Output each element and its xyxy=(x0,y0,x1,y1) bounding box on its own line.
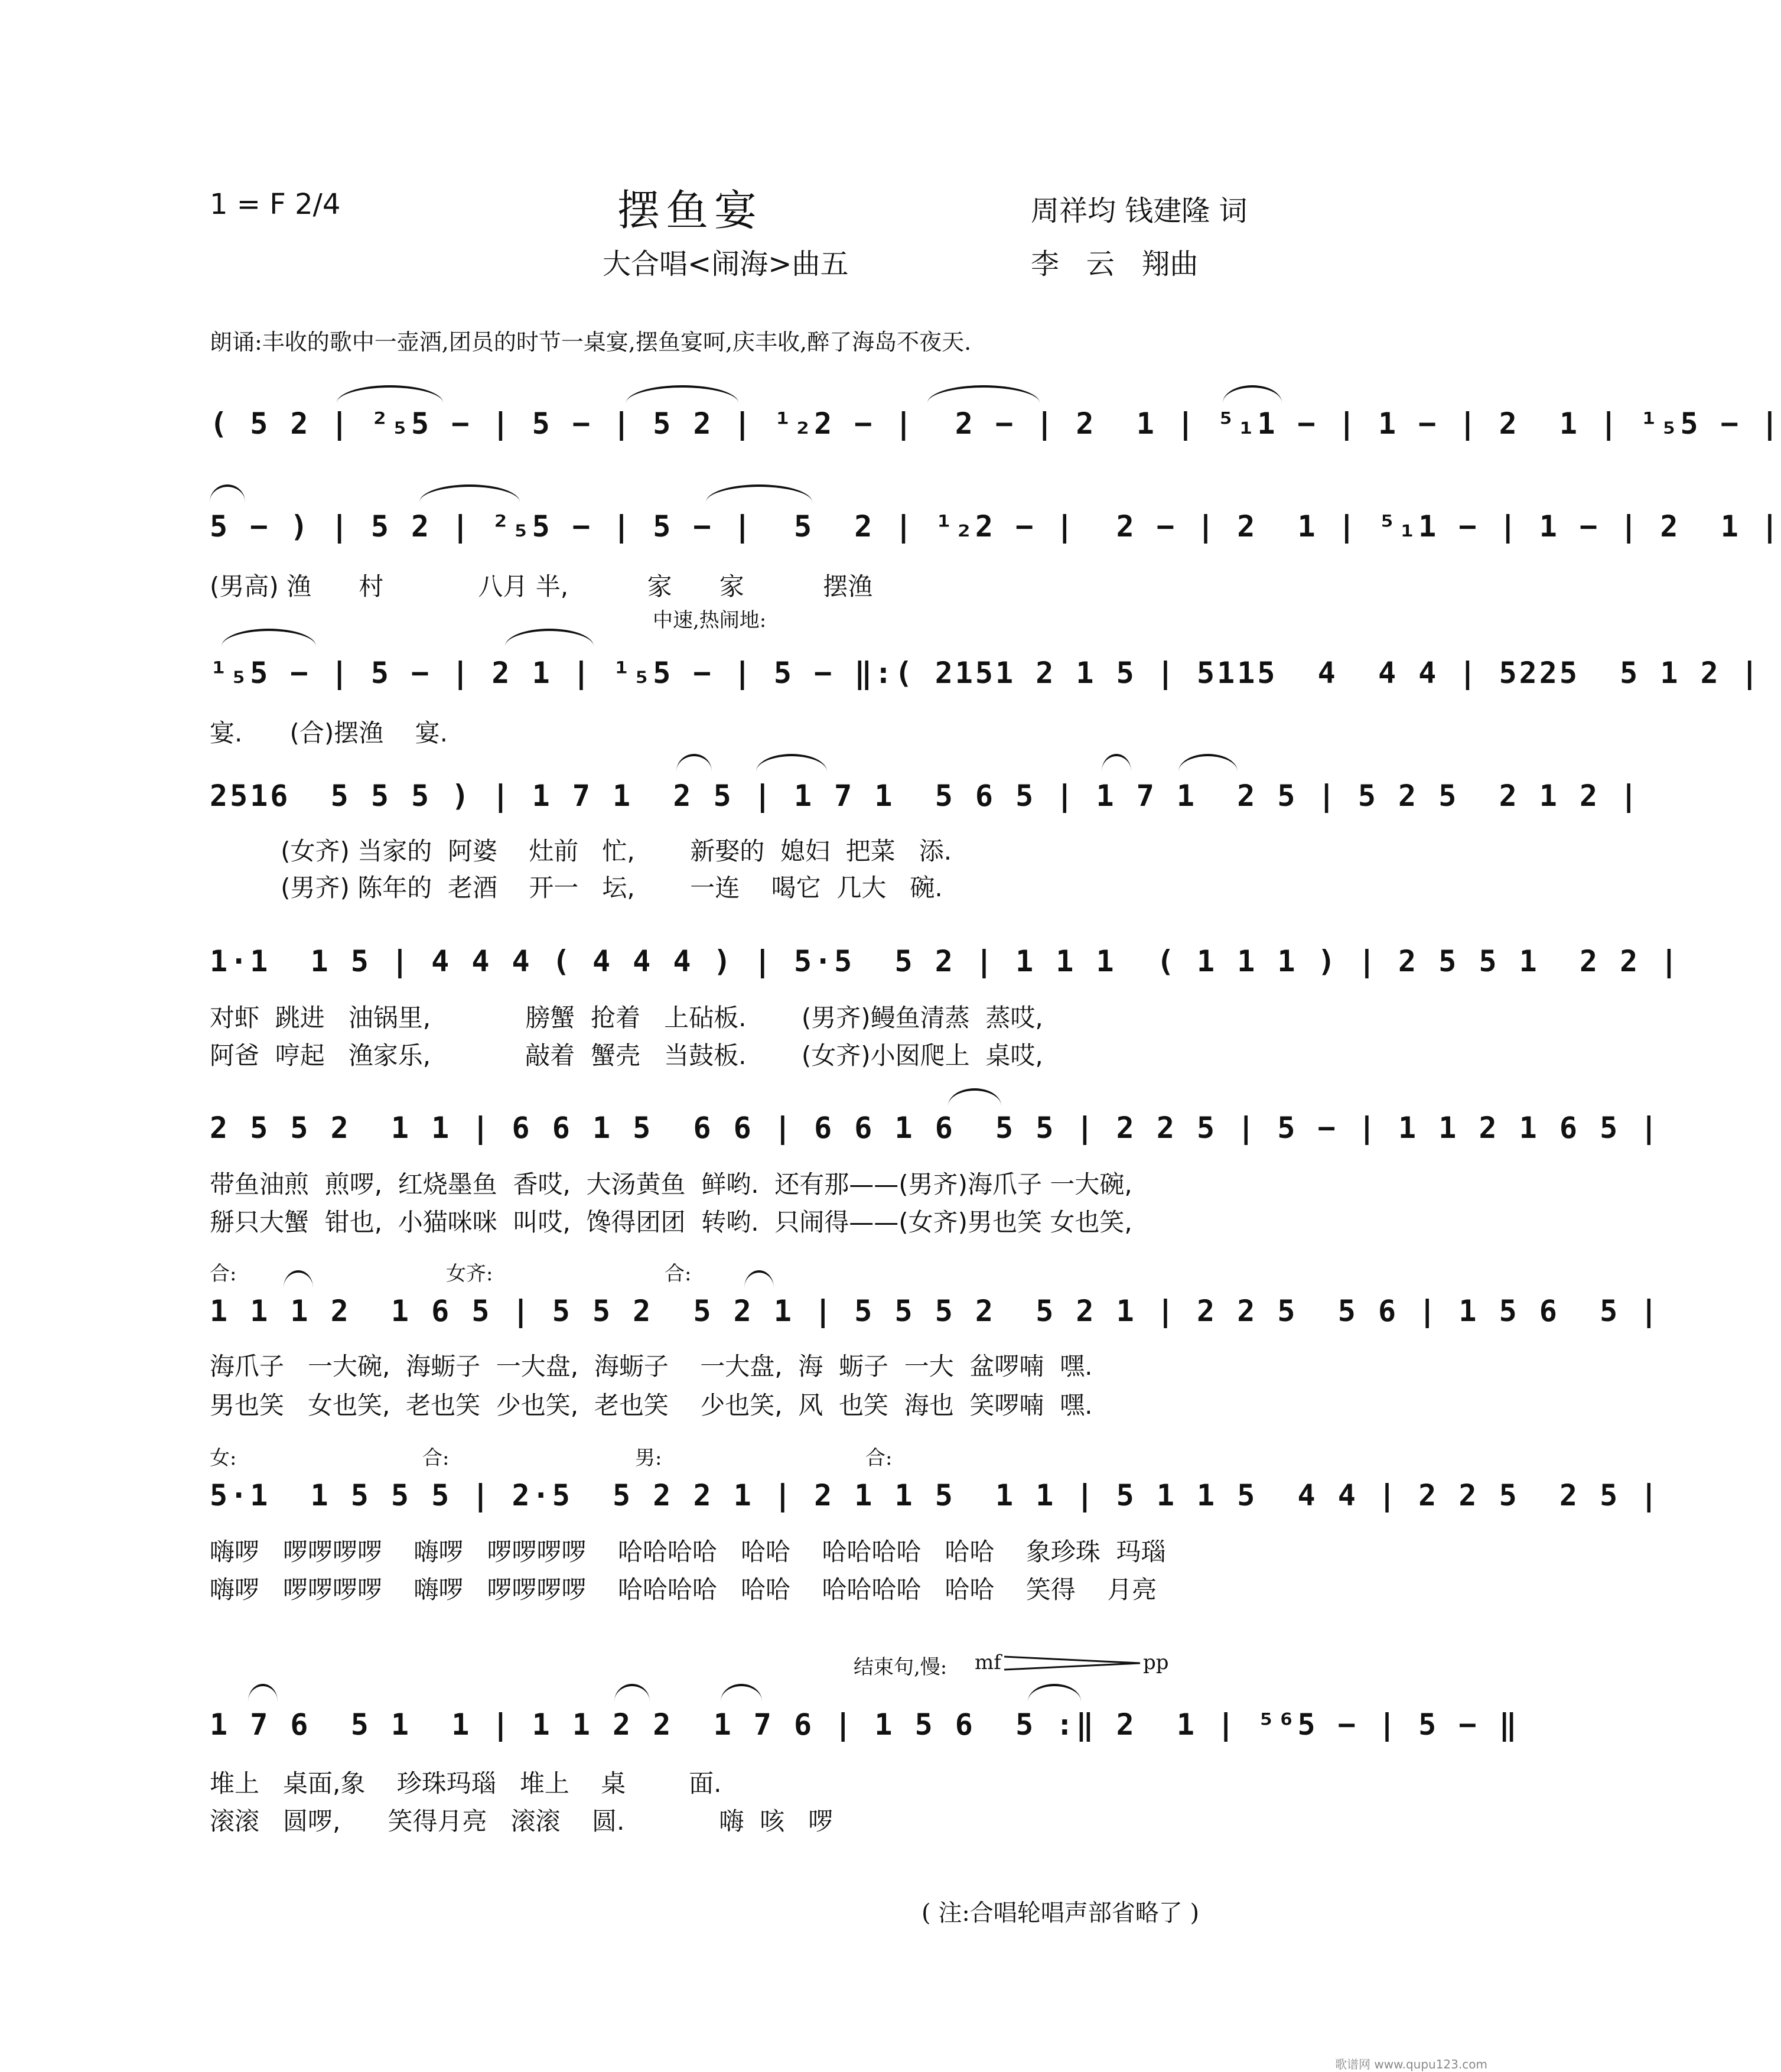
slur xyxy=(756,754,827,772)
voice-mark: 合: xyxy=(422,1446,450,1470)
slur xyxy=(676,754,712,772)
lyric-line: 滚滚 圆啰, 笑得月亮 滚滚 圆. 嗨 咳 啰 xyxy=(210,1807,833,1836)
slur xyxy=(927,385,1040,403)
slur xyxy=(744,1270,774,1288)
lyric-line: (男高) 渔 村 八月 半, 家 家 摆渔 xyxy=(210,572,873,601)
page-title: 摆鱼宴 xyxy=(617,186,763,235)
slur xyxy=(1102,754,1131,772)
lyric-line: 男也笑 女也笑, 老也笑 少也笑, 老也笑 少也笑, 风 也笑 海也 笑啰喃 嘿. xyxy=(210,1391,1093,1420)
slur xyxy=(337,385,443,403)
slur xyxy=(222,629,316,646)
slur xyxy=(248,1684,278,1702)
recitation-text: 朗诵:丰收的歌中一壶酒,团员的时节一桌宴,摆鱼宴呵,庆丰收,醉了海岛不夜天. xyxy=(210,329,972,355)
notation-line-3: ¹₅5 − | 5 − | 2 1 | ¹₅5 − | 5 − ‖:( 2151 2 1 5 | 5115 4 4 4 | 5225 5 1 2 | xyxy=(210,656,1761,690)
lyric-line: 掰只大蟹 钳也, 小猫咪咪 叫哎, 馋得团团 转哟. 只闹得——(女齐)男也笑 女也笑, xyxy=(210,1208,1132,1237)
slur xyxy=(706,484,812,502)
composer-credit: 李 云 翔曲 xyxy=(1031,248,1199,281)
lyric-line: 嗨啰 啰啰啰啰 嗨啰 啰啰啰啰 哈哈哈哈 哈哈 哈哈哈哈 哈哈 象珍珠 玛瑙 xyxy=(210,1537,1166,1566)
voice-mark: 合: xyxy=(210,1262,237,1286)
slur xyxy=(1028,1684,1081,1702)
dynamic-end: pp xyxy=(1143,1651,1169,1674)
lyric-line: 对虾 跳进 油锅里, 膀蟹 抢着 上砧板. (男齐)鳗鱼清蒸 蒸哎, xyxy=(210,1003,1043,1032)
lyric-line: 堆上 桌面,象 珍珠玛瑙 堆上 桌 面. xyxy=(210,1769,722,1798)
lyricist-credit: 周祥均 钱建隆 词 xyxy=(1031,194,1248,227)
notation-line-4: 2516 5 5 5 ) | 1 7 1 2 5 | 1 7 1 5 6 5 | 1 7 1 2 5 | 5 2 5 2 1 2 | xyxy=(210,779,1640,813)
notation-line-2: 5 − ) | 5 2 | ²₅5 − | 5 − | 5 2 | ¹₂2 − | 2 − | 2 1 | ⁵₁1 − | 1 − | 2 1 | xyxy=(210,509,1781,544)
key-time-signature: 1 = F 2/4 xyxy=(210,188,341,221)
slur xyxy=(1178,754,1238,772)
slur xyxy=(626,385,738,403)
lyric-line: 嗨啰 啰啰啰啰 嗨啰 啰啰啰啰 哈哈哈哈 哈哈 哈哈哈哈 哈哈 笑得 月亮 xyxy=(210,1575,1157,1604)
slur xyxy=(948,1088,1001,1106)
notation-line-1: ( 5 2 | ²₅5 − | 5 − | 5 2 | ¹₂2 − | 2 − | 2 1 | ⁵₁1 − | 1 − | 2 1 | ¹₅5 − | xyxy=(210,406,1781,441)
decrescendo-hairpin xyxy=(1004,1654,1146,1672)
footnote: ( 注:合唱轮唱声部省略了 ) xyxy=(922,1899,1200,1927)
subtitle: 大合唱<闹海>曲五 xyxy=(603,248,849,281)
voice-mark: 女齐: xyxy=(446,1262,493,1286)
ending-marking: 结束句,慢: xyxy=(854,1655,948,1679)
lyric-line: 带鱼油煎 煎啰, 红烧墨鱼 香哎, 大汤黄鱼 鲜哟. 还有那——(男齐)海爪子 一大碗, xyxy=(210,1170,1132,1199)
notation-line-8: 5·1 1 5 5 5 | 2·5 5 2 2 1 | 2 1 1 5 1 1 | 5 1 1 5 4 4 | 2 2 5 2 5 | xyxy=(210,1478,1660,1512)
slur xyxy=(614,1684,650,1702)
slur xyxy=(1223,385,1282,403)
slur xyxy=(210,484,245,502)
voice-mark: 女: xyxy=(210,1446,237,1470)
lyric-line: 海爪子 一大碗, 海蛎子 一大盘, 海蛎子 一大盘, 海 蛎子 一大 盆啰喃 嘿. xyxy=(210,1352,1093,1381)
slur xyxy=(721,1684,762,1702)
notation-line-6: 2 5 5 2 1 1 | 6 6 1 5 6 6 | 6 6 1 6 5 5 | 2 2 5 | 5 − | 1 1 2 1 6 5 | xyxy=(210,1111,1660,1145)
lyric-line: 宴. (合)摆渔 宴. xyxy=(210,718,448,747)
voice-mark: 男: xyxy=(635,1446,662,1470)
lyric-line: (男齐) 陈年的 老酒 开一 坛, 一连 喝它 几大 碗. xyxy=(210,873,943,902)
lyric-line: 阿爸 哼起 渔家乐, 敲着 蟹壳 当鼓板. (女齐)小囡爬上 桌哎, xyxy=(210,1041,1043,1070)
lyric-line: (女齐) 当家的 阿婆 灶前 忙, 新娶的 媳妇 把菜 添. xyxy=(210,837,952,866)
site-watermark: 歌谱网 www.qupu123.com xyxy=(1335,2057,1487,2071)
slur xyxy=(419,484,520,502)
notation-line-5: 1·1 1 5 | 4 4 4 ( 4 4 4 ) | 5·5 5 2 | 1 1 1 ( 1 1 1 ) | 2 5 5 1 2 2 | xyxy=(210,944,1681,978)
notation-line-7: 1 1 1 2 1 6 5 | 5 5 2 5 2 1 | 5 5 5 2 5 2 1 | 2 2 5 5 6 | 1 5 6 5 | xyxy=(210,1294,1660,1328)
dynamic-start: mf xyxy=(975,1651,1001,1674)
voice-mark: 合: xyxy=(865,1446,893,1470)
tempo-marking: 中速,热闹地: xyxy=(653,609,767,632)
slur xyxy=(284,1270,313,1288)
slur xyxy=(505,629,594,646)
voice-mark: 合: xyxy=(665,1262,692,1286)
notation-line-9: 1 7 6 5 1 1 | 1 1 2 2 1 7 6 | 1 5 6 5 :‖ 2 1 | ⁵⁶5 − | 5 − ‖ xyxy=(210,1707,1519,1742)
